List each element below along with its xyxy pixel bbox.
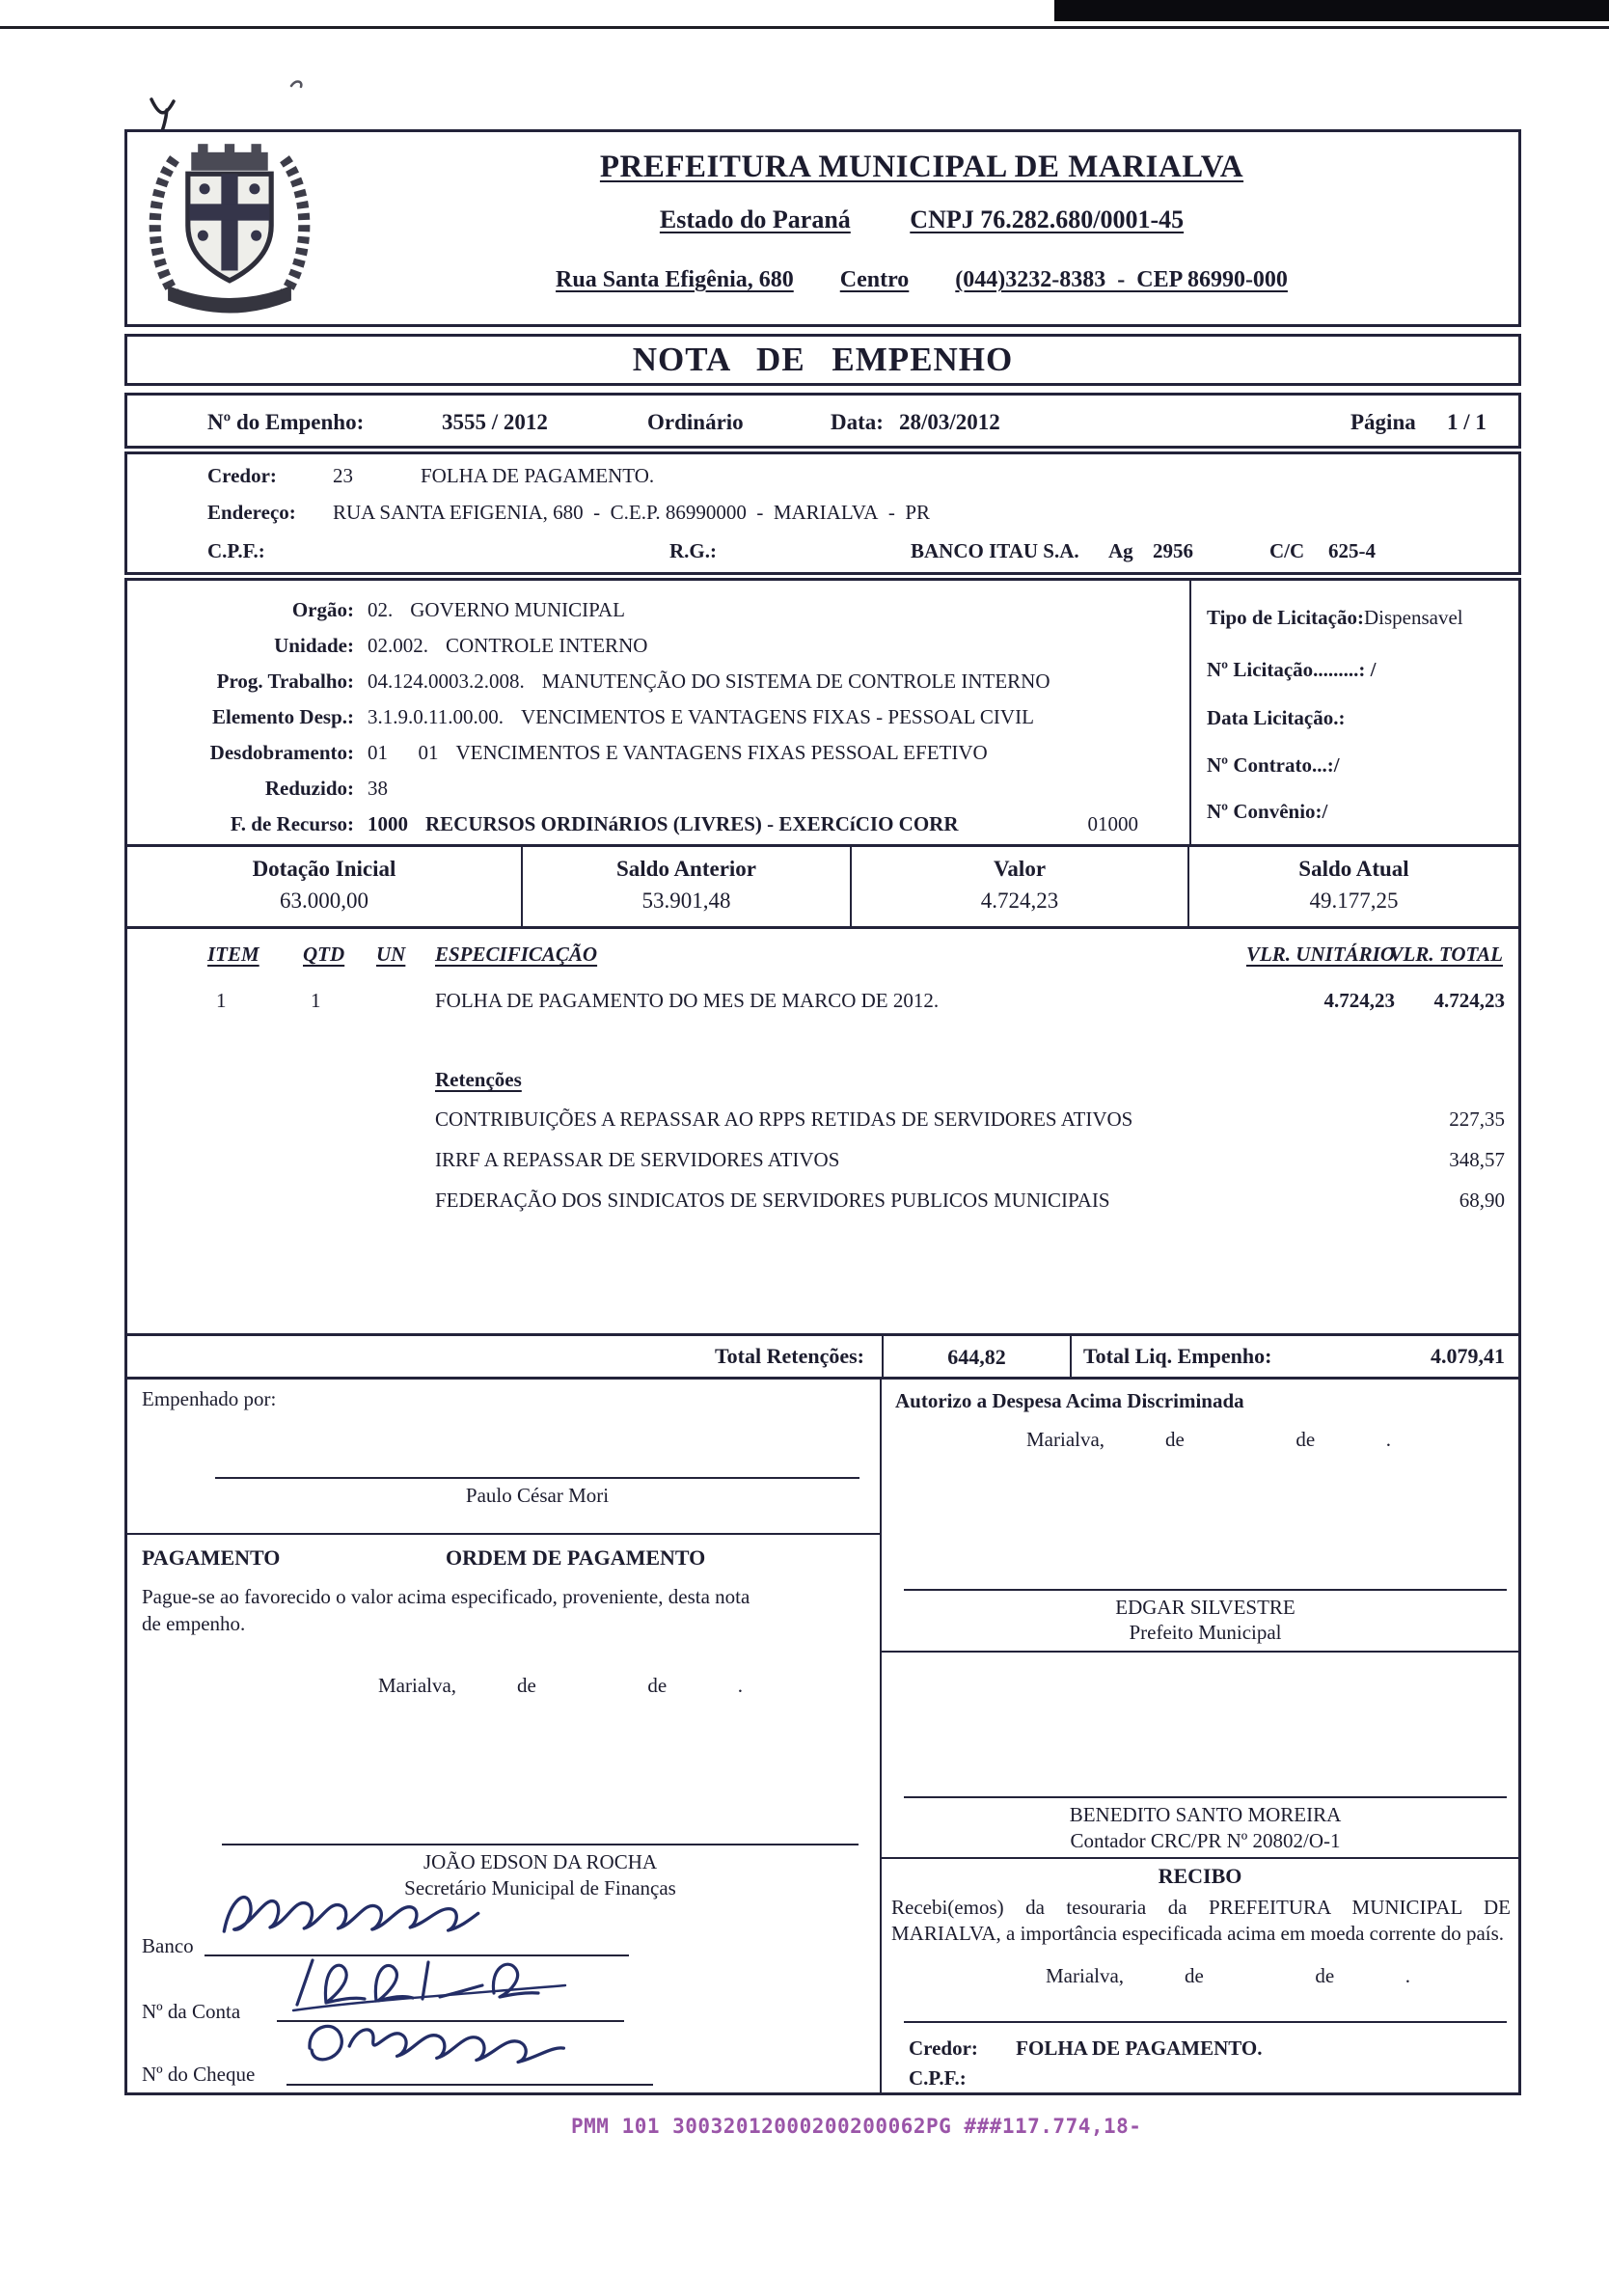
- licitacao-tipo-row: [1207, 606, 1513, 630]
- credor-name: FOLHA DE PAGAMENTO.: [421, 464, 655, 487]
- row-label: Orgão:: [291, 598, 354, 621]
- row-desc: VENCIMENTOS E VANTAGENS FIXAS PESSOAL EFETIVO: [455, 741, 988, 764]
- row-desc: RECURSOS ORDINáRIOS (LIVRES) - EXERCíCIO CORR: [425, 812, 959, 835]
- empenhado-signer-name: Paulo César Mori: [465, 1484, 610, 1507]
- page-value: 1 / 1: [1447, 410, 1486, 434]
- dotacao-value: 53.901,48: [641, 888, 731, 913]
- total-liquido-cell: [1072, 1344, 1518, 1369]
- item-qtd: 1: [311, 989, 321, 1012]
- total-retencoes-value: 644,82: [882, 1336, 1072, 1377]
- scan-artifact-top-line: [0, 26, 1609, 29]
- licitacao-num-row: Nº Licitação.........: /: [1207, 658, 1377, 681]
- org-title: PREFEITURA MUNICIPAL DE MARIALVA: [599, 150, 1244, 184]
- section-divider: [882, 1651, 1518, 1653]
- dotacao-label: Valor: [993, 857, 1047, 881]
- org-state: Estado do Paraná: [659, 205, 851, 233]
- prefeito-role: Prefeito Municipal: [1129, 1621, 1282, 1644]
- empenho-type: Ordinário: [647, 410, 744, 434]
- classification-row-unidade: [127, 634, 1185, 658]
- city-date-line: Marialva, de de .: [378, 1674, 743, 1697]
- row-desc: GOVERNO MUNICIPAL: [410, 598, 625, 621]
- item-especificacao: FOLHA DE PAGAMENTO DO MES DE MARCO DE 2012.: [435, 989, 940, 1012]
- nota-de-empenho-document: [124, 129, 1521, 2095]
- letterhead: [124, 129, 1521, 327]
- classification-row-reduzido: [127, 777, 1185, 801]
- cc-label: C/C: [1269, 539, 1305, 562]
- retencao-value: 68,90: [1459, 1189, 1505, 1212]
- saldo-atual-cell: [1189, 847, 1518, 926]
- banco-name: BANCO ITAU S.A.: [911, 539, 1079, 562]
- section-divider: [882, 1857, 1518, 1859]
- date-label: Data:: [831, 410, 884, 434]
- budget-classification: [124, 578, 1521, 847]
- classification-row-orgao: [127, 598, 1185, 622]
- retencao-desc: IRRF A REPASSAR DE SERVIDORES ATIVOS: [435, 1148, 840, 1171]
- pen-scribble-dot: [289, 77, 307, 89]
- dotacao-value: 4.724,23: [980, 888, 1059, 913]
- licitacao-panel: [1189, 581, 1518, 844]
- classification-row-recurso: [127, 812, 1185, 836]
- row-code: 38: [368, 777, 388, 800]
- signature-section: [124, 1377, 1521, 2095]
- row-code: 3.1.9.0.11.00.00.: [368, 705, 504, 728]
- item-vlr-unitario: 4.724,23: [1323, 989, 1395, 1012]
- items-table: [124, 926, 1521, 1336]
- secretario-role: Secretário Municipal de Finanças: [404, 1876, 676, 1900]
- credor-footer-label: Credor:: [909, 2036, 978, 2060]
- row-label: Prog. Trabalho:: [216, 670, 354, 693]
- row-code: 02.: [368, 598, 394, 621]
- retencao-desc: FEDERAÇÃO DOS SINDICATOS DE SERVIDORES PUBLICOS MUNICIPAIS: [435, 1189, 1110, 1212]
- classification-row-elemento: [127, 705, 1185, 729]
- conta-label: Nº da Conta: [142, 2000, 241, 2023]
- empenhado-label: Empenhado por:: [142, 1387, 277, 1410]
- empenho-number-label: Nº do Empenho:: [207, 410, 365, 434]
- licitacao-tipo-value: Dispensavel: [1363, 606, 1463, 629]
- signature-line: [215, 1477, 859, 1479]
- retencao-value: 348,57: [1449, 1148, 1505, 1171]
- cheque-label: Nº do Cheque: [142, 2063, 256, 2086]
- retencao-desc: CONTRIBUIÇÕES A REPASSAR AO RPPS RETIDAS DE SERVIDORES ATIVOS: [435, 1107, 1133, 1131]
- col-header-vlr-unitario: VLR. UNITÁRIO: [1245, 943, 1395, 966]
- col-header-especificacao: ESPECIFICAÇÃO: [435, 943, 598, 966]
- prefeito-name: EDGAR SILVESTRE: [1115, 1596, 1295, 1619]
- org-district: Centro: [839, 267, 910, 292]
- row-label: Elemento Desp.:: [212, 705, 354, 728]
- retencoes-title: Retenções: [435, 1068, 522, 1091]
- handwritten-cheque-entry: [297, 2010, 596, 2080]
- col-header-un: UN: [376, 943, 406, 966]
- section-divider: [127, 1533, 880, 1535]
- handwritten-banco-entry: [216, 1879, 486, 1954]
- contador-role: Contador CRC/PR Nº 20802/O-1: [1070, 1829, 1341, 1852]
- cpf-footer-label: C.P.F.:: [909, 2066, 967, 2090]
- page-label: Página: [1350, 410, 1416, 434]
- credor-footer-row: [909, 2036, 1263, 2061]
- row-desc: CONTROLE INTERNO: [446, 634, 648, 657]
- row-code: 02.002.: [368, 634, 428, 657]
- empenho-number: 3555 / 2012: [442, 410, 548, 434]
- contrato-row: Nº Contrato...:/: [1207, 753, 1340, 777]
- signature-line: [904, 1796, 1507, 1798]
- totals-row: [124, 1333, 1521, 1380]
- letterhead-text: [335, 132, 1509, 324]
- item-number: 1: [216, 989, 227, 1012]
- pagamento-label: PAGAMENTO: [142, 1545, 281, 1570]
- dotacao-inicial-cell: [127, 847, 523, 926]
- payment-left-column: [127, 1380, 882, 2092]
- credor-block: [124, 451, 1521, 575]
- row-desc: VENCIMENTOS E VANTAGENS FIXAS - PESSOAL CIVIL: [520, 705, 1034, 728]
- row-code: 04.124.0003.2.008.: [368, 670, 525, 693]
- org-phone-cep: (044)3232-8383 - CEP 86990-000: [955, 267, 1288, 292]
- row-label: Reduzido:: [264, 777, 354, 800]
- row-desc: MANUTENÇÃO DO SISTEMA DE CONTROLE INTERNO: [541, 670, 1050, 693]
- classification-row-prog-trabalho: [127, 670, 1185, 694]
- rg-label: R.G.:: [669, 539, 717, 562]
- row-label: Desdobramento:: [209, 741, 354, 764]
- credor-footer-name: FOLHA DE PAGAMENTO.: [1016, 2036, 1263, 2060]
- row-label: F. de Recurso:: [230, 812, 354, 835]
- row-label: Unidade:: [274, 634, 354, 657]
- ordem-pagamento-title: ORDEM DE PAGAMENTO: [446, 1545, 706, 1570]
- contador-name: BENEDITO SANTO MOREIRA: [1069, 1803, 1342, 1826]
- dotacao-value: 49.177,25: [1309, 888, 1399, 913]
- credor-label: Credor:: [207, 464, 277, 487]
- city-date-line: Marialva, de de .: [1046, 1964, 1410, 1987]
- dotacao-label: Saldo Anterior: [615, 857, 757, 881]
- authorization-right-column: [882, 1380, 1518, 2092]
- convenio-row: Nº Convênio:/: [1207, 800, 1328, 823]
- handwritten-conta-entry: [284, 1947, 573, 2020]
- saldo-anterior-cell: [523, 847, 852, 926]
- dot-matrix-print-line: PMM 101 30032012000200200062PG ###117.774,18-: [571, 2115, 1142, 2138]
- item-vlr-total: 4.724,23: [1433, 989, 1505, 1012]
- ordem-pagamento-text: Pague-se ao favorecido o valor acima especificado, proveniente, desta nota de empenho.: [142, 1585, 750, 1636]
- licitacao-data-row: Data Licitação.:: [1207, 706, 1346, 729]
- row-code: 1000: [368, 812, 408, 835]
- row-code: 01 01: [368, 741, 439, 764]
- cpf-label: C.P.F.:: [207, 539, 265, 562]
- total-liquido-value: 4.079,41: [1431, 1344, 1505, 1368]
- valor-cell: [852, 847, 1189, 926]
- dotacao-label: Saldo Atual: [1298, 857, 1409, 881]
- cc-value: 625-4: [1328, 539, 1376, 562]
- org-street: Rua Santa Efigênia, 680: [556, 267, 794, 292]
- credor-code: 23: [333, 464, 353, 487]
- autorizo-title: Autorizo a Despesa Acima Discriminada: [895, 1389, 1244, 1412]
- banco-label: Banco: [142, 1934, 194, 1957]
- org-cnpj: CNPJ 76.282.680/0001-45: [910, 205, 1185, 233]
- signature-line: [904, 1589, 1507, 1591]
- dotacao-value: 63.000,00: [280, 888, 368, 913]
- col-header-item: ITEM: [207, 943, 259, 966]
- row-extra-code: 01000: [1087, 812, 1138, 835]
- signature-line: [222, 1844, 859, 1845]
- date-value: 28/03/2012: [899, 410, 1000, 434]
- endereco-label: Endereço:: [207, 501, 296, 524]
- col-header-vlr-total: VLR. TOTAL: [1389, 943, 1503, 966]
- recibo-text: Recebi(emos) da tesouraria da PREFEITURA MUNICIPAL DE MARIALVA, a importância especificada acima em moeda corrente do país.: [891, 1896, 1511, 1946]
- licitacao-tipo-label: Tipo de Licitação:: [1207, 606, 1364, 629]
- col-header-qtd: QTD: [303, 943, 345, 966]
- scan-artifact-corner-bar: [1054, 0, 1609, 21]
- recibo-title: RECIBO: [1158, 1864, 1242, 1888]
- dotacao-label: Dotação Inicial: [252, 857, 396, 881]
- total-retencoes-label: Total Retenções:: [715, 1344, 864, 1368]
- classification-row-desdobramento: [127, 741, 1185, 765]
- document-title: NOTA DE EMPENHO: [124, 334, 1521, 386]
- endereco-value: RUA SANTA EFIGENIA, 680 - C.E.P. 86990000 - MARIALVA - PR: [333, 501, 931, 524]
- agencia-label: Ag: [1108, 539, 1133, 562]
- total-liquido-label: Total Liq. Empenho:: [1083, 1344, 1272, 1368]
- city-date-line: Marialva, de de .: [1026, 1428, 1391, 1451]
- municipal-crest-logo: [137, 139, 322, 322]
- dotacao-summary: [124, 844, 1521, 929]
- retencao-value: 227,35: [1449, 1107, 1505, 1131]
- agencia-value: 2956: [1153, 539, 1193, 562]
- signature-line: [904, 2021, 1507, 2023]
- empenho-header-row: [124, 393, 1521, 449]
- secretario-name: JOÃO EDSON DA ROCHA: [423, 1850, 658, 1873]
